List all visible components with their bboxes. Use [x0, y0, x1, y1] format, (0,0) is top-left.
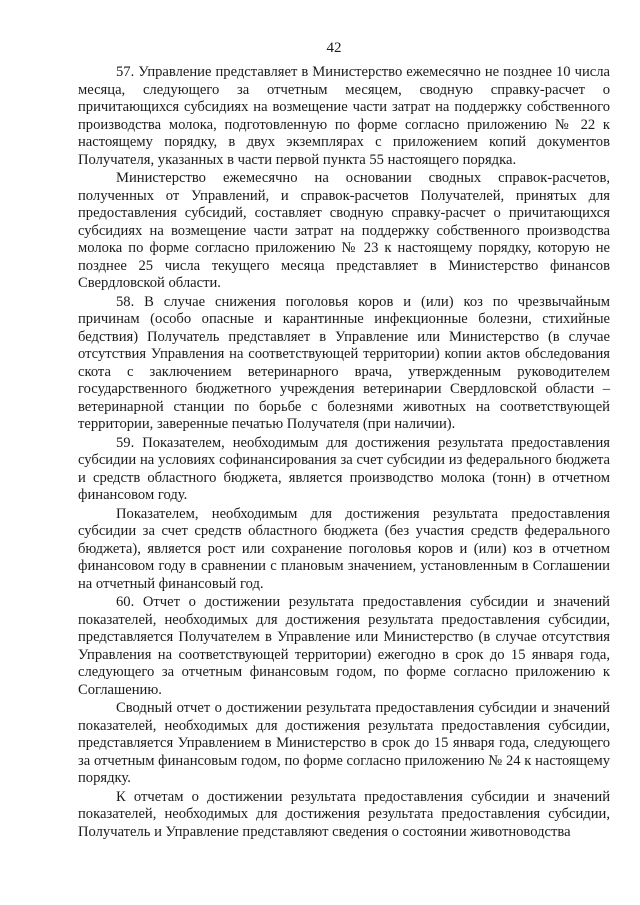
paragraph-57: 57. Управление представляет в Министерство ежемесячно не позднее 10 числа месяца, следующего за отчетным месяцем, сводную справку-расчет о причитающихся субсидиях на возмещение части затрат на поддержку собственного производства молока, подготовленную по форме согласно приложению № 22 к настоящему порядку, в двух экземплярах с приложением копий документов Получателя, указанных в части первой пункта 55 настоящего порядка. — [78, 64, 610, 168]
paragraph-58: 58. В случае снижения поголовья коров и (или) коз по чрезвычайным причинам (особо опасные и карантинные инфекционные болезни, стихийные бедствия) Получатель представляет в Управление или Министерство (в случае отсутствия Управления на соответствующей территории) копии актов обследования скота с заключением ветеринарного врача, утвержденным руководителем государственного бюджетного учреждения ветеринарии Свердловской области – ветеринарной станции по борьбе с болезнями животных на соответствующей территории, заверенные печатью Получателя (при наличии). — [78, 293, 610, 432]
paragraph-59: 59. Показателем, необходимым для достижения результата предоставления субсидии на условиях софинансирования за счет субсидии из федерального бюджета и средств областного бюджета, является производство молока (тонн) в отчетном финансовом году. — [78, 434, 610, 503]
paragraph-60-summary: Сводный отчет о достижении результата предоставления субсидии и значений показателей, необходимых для достижения результата предоставления субсидии, представляется Управлением в Министерство в срок до 15 января года, следующего за отчетным финансовым годом, по форме согласно приложению № 24 к настоящему порядку. — [78, 700, 610, 786]
paragraph-59-regional: Показателем, необходимым для достижения результата предоставления субсидии за счет средств областного бюджета (без участия средств федерального бюджета), является рост или сохранение поголовья коров и (или) коз в отчетном финансовом году в сравнении с плановым значением, установленным в Соглашении на отчетный финансовый год. — [78, 505, 610, 592]
page-number: 42 — [326, 40, 342, 56]
document-body — [78, 64, 610, 841]
paragraph-57-ministry: Министерство ежемесячно на основании сводных справок-расчетов, полученных от Управлений, и справок-расчетов Получателей, принятых для предоставления субсидий, составляет сводную справку-расчет о причитающихся субсидиях на возмещение части затрат на поддержку собственного производства молока по форме согласно приложению № 23 к настоящему порядку, которую не позднее 25 числа текущего месяца представляет в Министерство финансов Свердловской области. — [78, 170, 610, 291]
paragraph-60-attachments: К отчетам о достижении результата предоставления субсидии и значений показателей, необходимых для достижения результата предоставления субсидии, Получатель и Управление представляют сведения о состоянии животноводства — [78, 788, 610, 840]
paragraph-60: 60. Отчет о достижении результата предоставления субсидии и значений показателей, необходимых для достижения результата предоставления субсидии, представляется Получателем в Управление или Министерство (в случае отсутствия Управления на соответствующей территории) ежегодно в срок до 15 января года, следующего за отчетным финансовым годом, по форме согласно приложению к Соглашению. — [78, 594, 610, 698]
